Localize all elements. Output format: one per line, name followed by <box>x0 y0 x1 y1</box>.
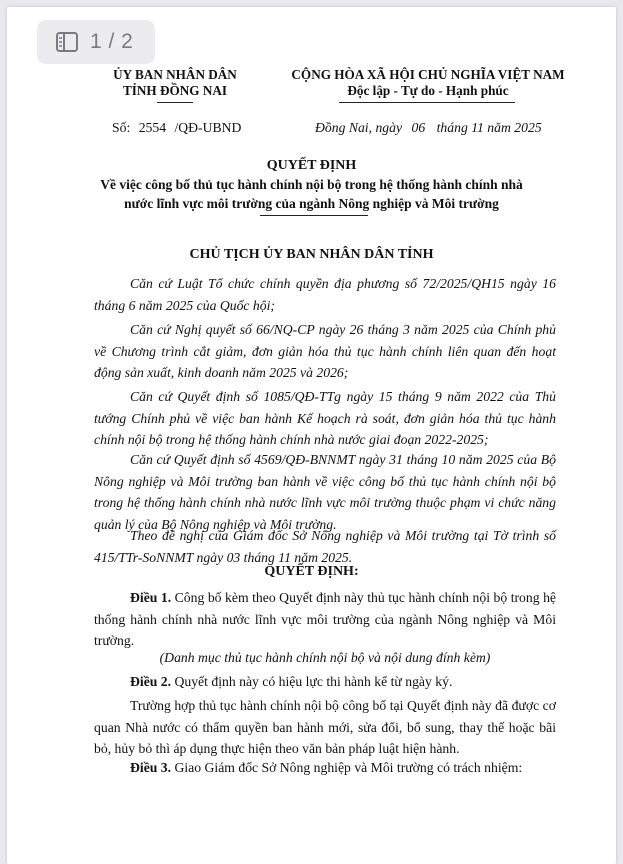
article-3: Điều 3. Giao Giám đốc Sở Nông nghiệp và Môi trường có trách nhiệm: <box>130 760 523 775</box>
authority-heading: CHỦ TỊCH ỦY BAN NHÂN DÂN TỈNH <box>189 247 434 262</box>
issuer-underline <box>157 102 193 103</box>
document-page <box>7 7 616 864</box>
article-2-paragraph: Trường hợp thủ tục hành chính nội bộ công bố tại Quyết định này đã được cơ quan Nhà nước có thẩm quyền ban hành mới, sửa đổi, bổ sung, thay thế hoặc bãi bỏ, hủy bỏ thì áp dụng thực hiện theo văn bản pháp luật hiện hành. <box>94 698 556 756</box>
issuer-line2: TỈNH ĐỒNG NAI <box>122 83 228 98</box>
document-number: Số: 2554 /QĐ-UBND <box>112 120 242 135</box>
document-date: Đồng Nai, ngày 06 tháng 11 năm 2025 <box>315 120 542 135</box>
preamble-2: Căn cứ Nghị quyết số 66/NQ-CP ngày 26 tháng 3 năm 2025 của Chính phủ về Chương trình cắt giảm, đơn giản hóa thủ tục hành chính liên quan đến hoạt động sản xuất, kinh doanh năm 2025 và 2026; <box>94 322 556 380</box>
decision-heading: QUYẾT ĐỊNH: <box>264 564 359 579</box>
preamble-4: Căn cứ Quyết định số 4569/QĐ-BNNMT ngày 31 tháng 10 năm 2025 của Bộ Nông nghiệp và Môi trường ban hành về việc công bố thủ tục hành chính nội bộ trong hệ thống hành chính nhà nước lĩnh vực môi trường thuộc phạm vi chức năng quản lý của Bộ Nông nghiệp và Môi trường. <box>94 452 556 532</box>
sidebar-panel-icon[interactable] <box>56 32 78 52</box>
article-2: Điều 2. Quyết định này có hiệu lực thi hành kể từ ngày ký. <box>130 674 453 689</box>
subject-underline <box>260 215 368 216</box>
issuer-line1: ỦY BAN NHÂN DÂN <box>113 67 237 82</box>
subject-line2: nước lĩnh vực môi trường của ngành Nông nghiệp và Môi trường <box>124 196 499 211</box>
nation-line1: CỘNG HÒA XÃ HỘI CHỦ NGHĨA VIỆT NAM <box>291 67 565 82</box>
preamble-3: Căn cứ Quyết định số 1085/QĐ-TTg ngày 15 tháng 9 năm 2022 của Thủ tướng Chính phủ về việc ban hành Kế hoạch rà soát, đơn giản hóa thủ tục hành chính nội bộ trong hệ thống hành chính nhà nước giai đoạn 2022-2025; <box>94 389 556 447</box>
page-indicator-text: 1 / 2 <box>90 30 134 53</box>
nation-motto: Độc lập - Tự do - Hạnh phúc <box>347 83 509 98</box>
article-1-note: (Danh mục thủ tục hành chính nội bộ và nội dung đính kèm) <box>159 650 491 665</box>
article-1: Điều 1. Công bố kèm theo Quyết định này thủ tục hành chính nội bộ trong hệ thống hành chính nhà nước lĩnh vực môi trường của ngành Nông nghiệp và Môi trường. <box>94 590 557 648</box>
page-indicator[interactable] <box>37 20 155 64</box>
preamble-5: Theo đề nghị của Giám đốc Sở Nông nghiệp và Môi trường tại Tờ trình số 415/TTr-SoNNMT ngày 03 tháng 11 năm 2025. <box>94 528 556 565</box>
motto-underline <box>339 102 515 103</box>
subject-line1: Về việc công bố thủ tục hành chính nội bộ trong hệ thống hành chính nhà <box>100 177 523 192</box>
preamble-1: Căn cứ Luật Tổ chức chính quyền địa phương số 72/2025/QH15 ngày 16 tháng 6 năm 2025 của Quốc hội; <box>94 276 556 313</box>
document-heading: QUYẾT ĐỊNH <box>266 158 357 173</box>
